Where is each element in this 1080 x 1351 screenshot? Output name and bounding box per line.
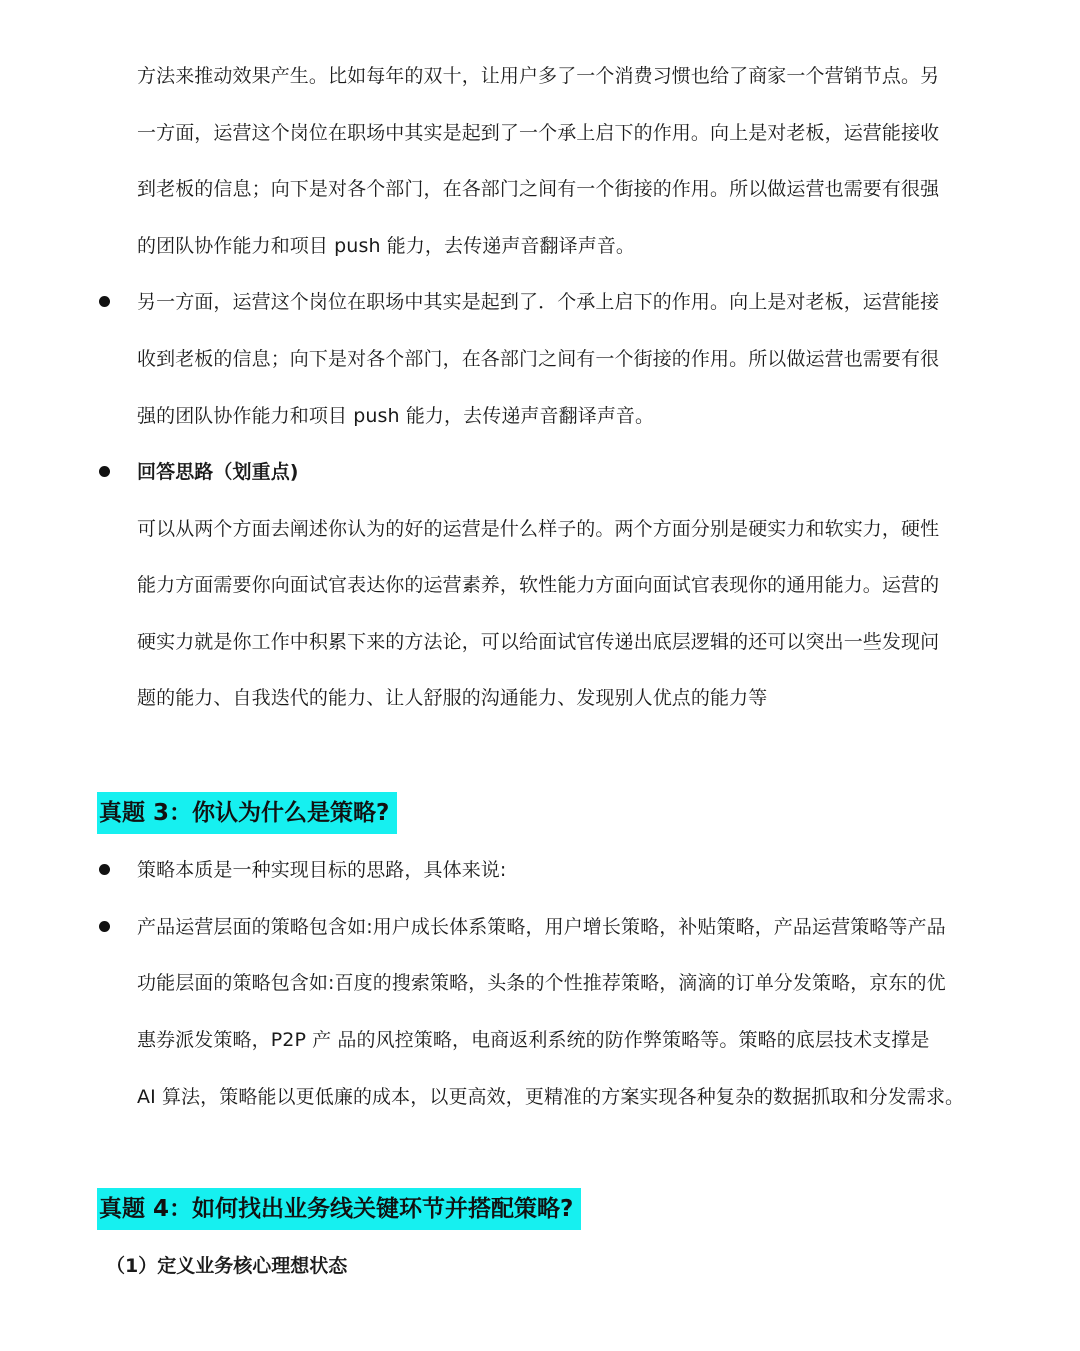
section-heading-question4: 真题 4：如何找出业务线关键环节并搭配策略? bbox=[97, 1188, 581, 1230]
list-item-line: 可以从两个方面去阐述你认为的好的运营是什么样子的。两个方面分别是硬实力和软实力，硬性 bbox=[137, 518, 940, 540]
list-item-line: 功能层面的策略包含如:百度的搜索策略，头条的个性推荐策略，滴滴的订单分发策略，京东的优 bbox=[137, 972, 946, 994]
bullet-dot-icon bbox=[99, 466, 110, 477]
list-item-line: 策略本质是一种实现目标的思路，具体来说: bbox=[137, 859, 507, 881]
list-item-line: AI 算法，策略能以更低廉的成本，以更高效，更精准的方案实现各种复杂的数据抓取和分发需求。 bbox=[137, 1086, 965, 1108]
paragraph-line: 方法来推动效果产生。比如每年的双十，让用户多了一个消费习惯也给了商家一个营销节点。另 bbox=[137, 65, 940, 87]
bullet-dot-icon bbox=[99, 296, 110, 307]
bullet-dot-icon bbox=[99, 864, 110, 875]
list-item-line: 强的团队协作能力和项目 push 能力，去传递声音翻译声音。 bbox=[137, 405, 655, 427]
list-item-line: 题的能力、自我迭代的能力、让人舒服的沟通能力、发现别人优点的能力等 bbox=[137, 687, 768, 709]
paragraph-line: 到老板的信息；向下是对各个部门，在各部门之间有一个街接的作用。所以做运营也需要有很强 bbox=[137, 178, 940, 200]
list-item-title: 回答思路（划重点) bbox=[137, 461, 299, 483]
subheading: （1）定义业务核心理想状态 bbox=[106, 1255, 348, 1277]
list-item-line: 惠券派发策略，P2P 产 品的风控策略，电商返利系统的防作弊策略等。策略的底层技术支撑是 bbox=[137, 1029, 930, 1051]
list-item-line: 另一方面，运营这个岗位在职场中其实是起到了．个承上启下的作用。向上是对老板，运营能接 bbox=[137, 291, 940, 313]
section-heading-question3: 真题 3：你认为什么是策略? bbox=[97, 792, 397, 834]
list-item-line: 硬实力就是你工作中积累下来的方法论，可以给面试官传递出底层逻辑的还可以突出一些发现问 bbox=[137, 631, 940, 653]
list-item-line: 能力方面需要你向面试官表达你的运营素养，软性能力方面向面试官表现你的通用能力。运营的 bbox=[137, 574, 940, 596]
paragraph-line: 的团队协作能力和项目 push 能力，去传递声音翻译声音。 bbox=[137, 235, 636, 257]
list-item-line: 产品运营层面的策略包含如:用户成长体系策略，用户增长策略，补贴策略，产品运营策略等产品 bbox=[137, 916, 946, 938]
paragraph-line: 一方面，运营这个岗位在职场中其实是起到了一个承上启下的作用。向上是对老板，运营能接收 bbox=[137, 122, 940, 144]
list-item-line: 收到老板的信息；向下是对各个部门，在各部门之间有一个街接的作用。所以做运营也需要有很 bbox=[137, 348, 940, 370]
bullet-dot-icon bbox=[99, 921, 110, 932]
